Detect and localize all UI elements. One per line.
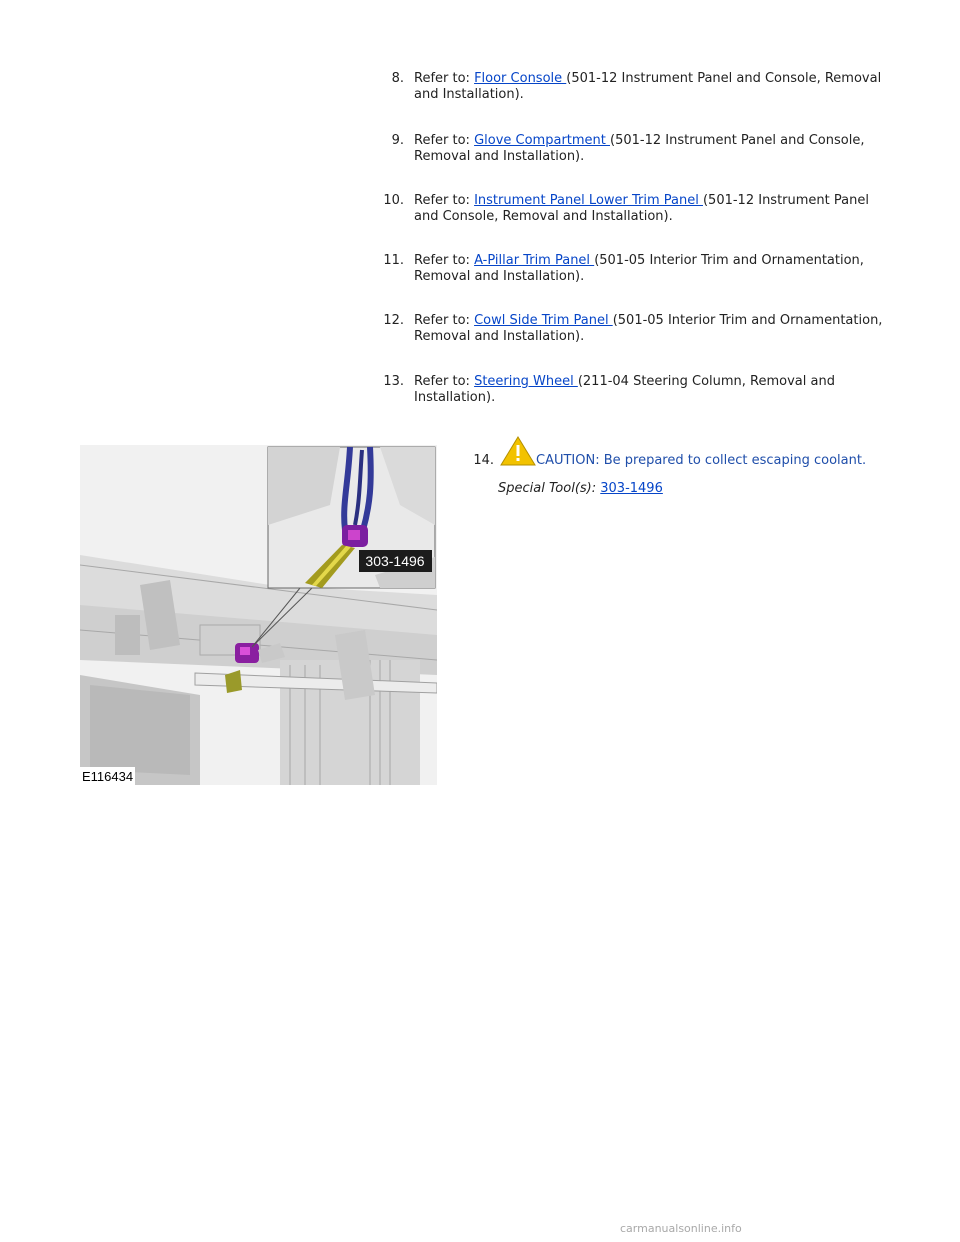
special-tools [498, 481, 663, 496]
refer-rest-2: Installation). [414, 390, 496, 405]
step-body [414, 193, 894, 225]
refer-prefix: Refer to: [414, 374, 475, 389]
caution-warning-icon [500, 436, 536, 470]
refer-prefix: Refer to: [414, 253, 475, 268]
a-pillar-trim-panel-link[interactable]: A-Pillar Trim Panel [474, 253, 595, 268]
step-number: 8. [391, 71, 404, 86]
step-number: 11. [383, 253, 404, 268]
refer-rest-2: Removal and Installation). [414, 149, 585, 164]
refer-prefix: Refer to: [414, 133, 475, 148]
procedure-illustration [80, 445, 437, 785]
step-number: 10. [383, 193, 404, 208]
refer-rest: (501-12 Instrument Panel and Console, Removal [566, 71, 882, 86]
refer-rest-2: Removal and Installation). [414, 329, 585, 344]
tool-label: 303-1496 [365, 553, 425, 569]
step-body [414, 133, 894, 165]
step-body [414, 71, 894, 103]
illustration-drawing [80, 445, 437, 785]
step-body [414, 253, 894, 285]
caution-text: CAUTION: Be prepared to collect escaping coolant. [536, 453, 867, 468]
refer-rest: (211-04 Steering Column, Removal and [577, 374, 835, 389]
step-body [414, 374, 894, 406]
refer-rest-2: Removal and Installation). [414, 269, 585, 284]
steering-wheel-link[interactable]: Steering Wheel [474, 374, 578, 389]
step-number: 13. [383, 374, 404, 389]
figure-id-label: E116434 [82, 769, 134, 784]
refer-prefix: Refer to: [414, 71, 475, 86]
refer-prefix: Refer to: [414, 193, 475, 208]
special-tools-label: Special Tool(s): [498, 481, 601, 496]
step-number: 9. [391, 133, 404, 148]
special-tool-link[interactable]: 303-1496 [600, 481, 663, 496]
refer-prefix: Refer to: [414, 313, 475, 328]
floor-console-link[interactable]: Floor Console [474, 71, 567, 86]
refer-rest: (501-12 Instrument Panel and Console, [610, 133, 865, 148]
step-number: 14. [473, 453, 494, 468]
step-body [414, 313, 894, 345]
refer-rest-2: and Console, Removal and Installation). [414, 209, 673, 224]
refer-rest: (501-12 Instrument Panel [702, 193, 869, 208]
instrument-panel-lower-trim-panel-link[interactable]: Instrument Panel Lower Trim Panel [474, 193, 703, 208]
glove-compartment-link[interactable]: Glove Compartment [474, 133, 611, 148]
step-number: 12. [383, 313, 404, 328]
refer-rest-2: and Installation). [414, 87, 524, 102]
refer-rest: (501-05 Interior Trim and Ornamentation, [594, 253, 864, 268]
cowl-side-trim-panel-link[interactable]: Cowl Side Trim Panel [474, 313, 613, 328]
watermark: carmanualsonline.info [620, 1222, 742, 1235]
refer-rest: (501-05 Interior Trim and Ornamentation, [612, 313, 883, 328]
